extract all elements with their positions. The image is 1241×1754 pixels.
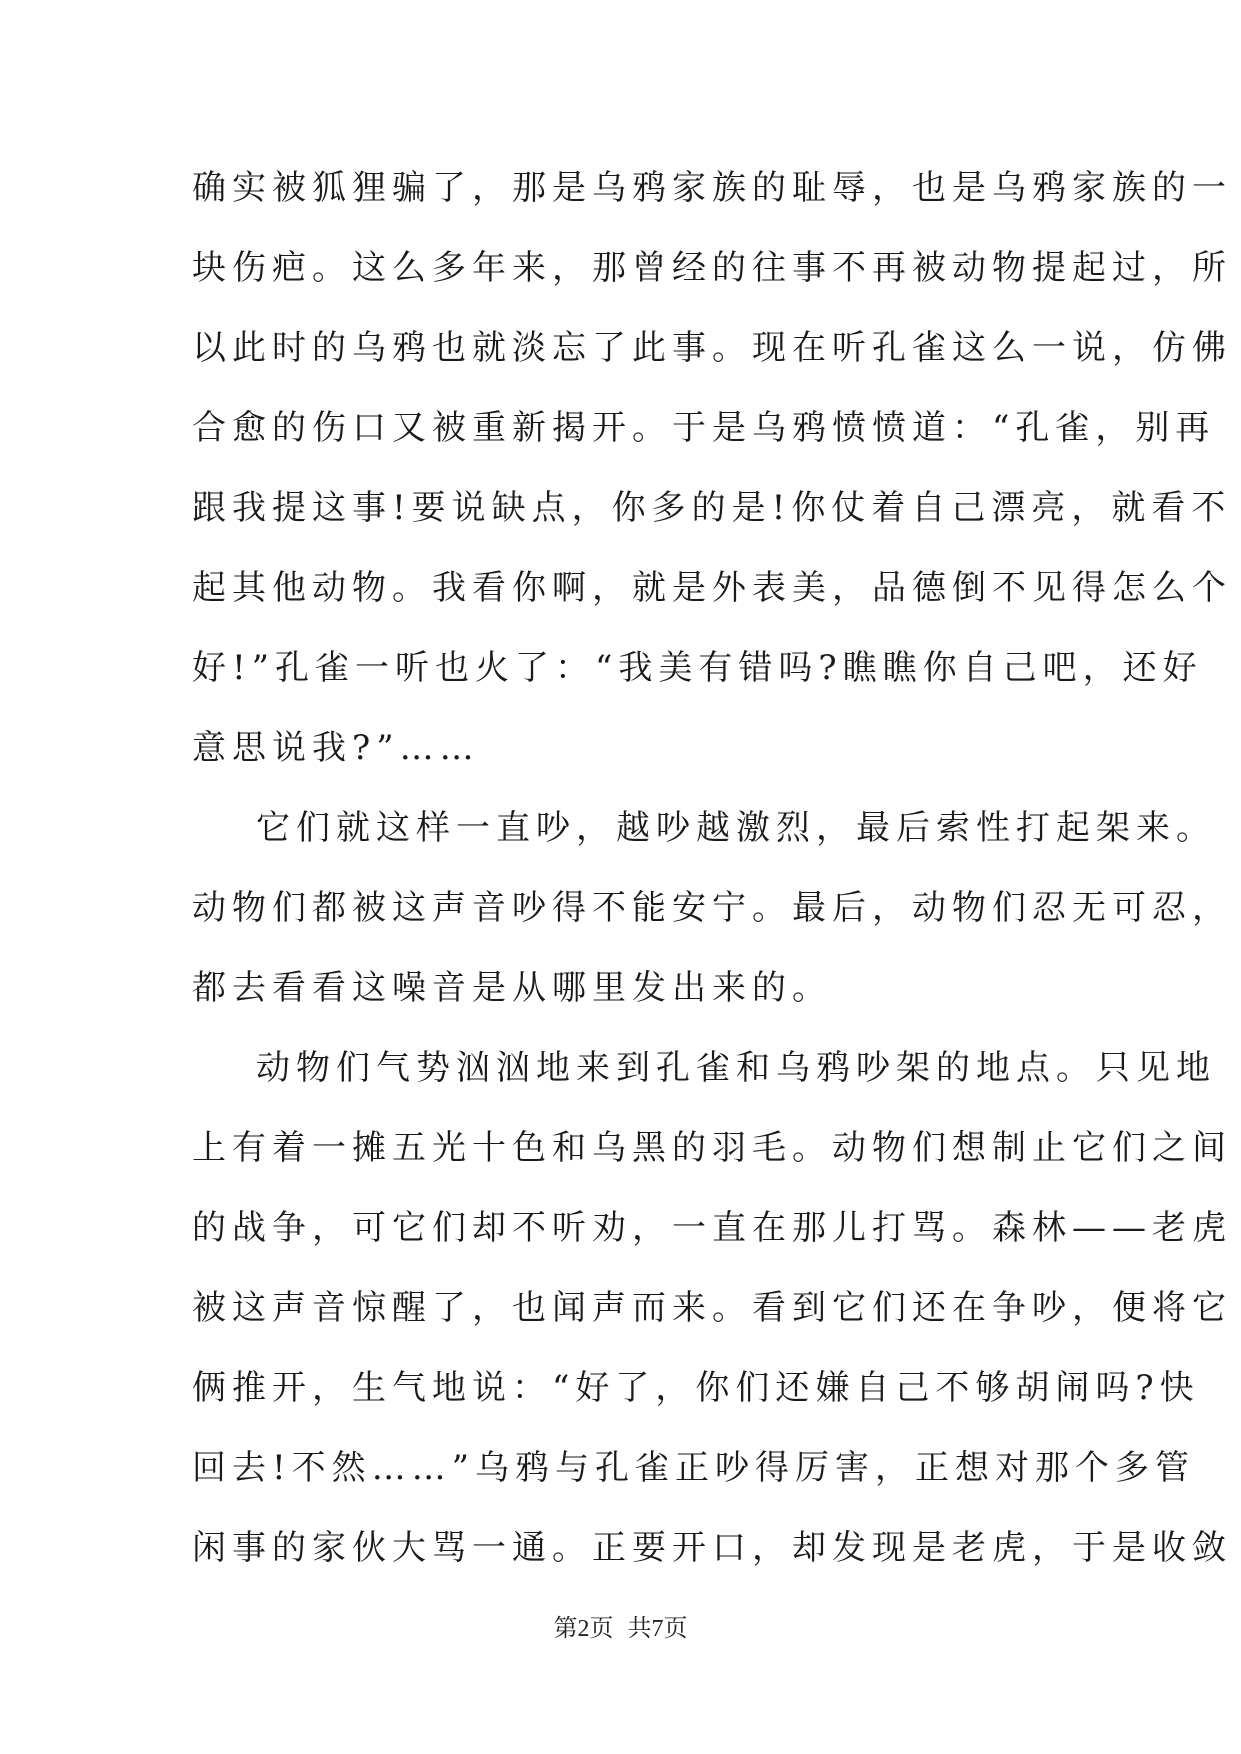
document-body [192,148,1232,1588]
page-number: 第2页 [553,1616,614,1642]
text-line: 好!”孔雀一听也火了：“我美有错吗?瞧瞧你自己吧，还好 [192,648,1203,688]
text-line: 动物们都被这声音吵得不能安宁。最后，动物们忍无可忍， [192,888,1232,928]
text-line: 合愈的伤口又被重新揭开。于是乌鸦愤愤道：“孔雀，别再 [192,408,1216,448]
text-line: 起其他动物。我看你啊，就是外表美，品德倒不见得怎么个 [192,568,1232,608]
text-line: 它们就这样一直吵，越吵越激烈，最后索性打起架来。 [256,808,1216,848]
text-line: 俩推开，生气地说：“好了，你们还嫌自己不够胡闹吗?快 [192,1368,1200,1408]
text-line: 上有着一摊五光十色和乌黑的羽毛。动物们想制止它们之间 [192,1128,1232,1168]
text-line: 确实被狐狸骗了，那是乌鸦家族的耻辱，也是乌鸦家族的一 [192,168,1232,208]
page-footer [0,1614,1241,1644]
paragraph [192,148,1232,788]
text-line: 都去看看这噪音是从哪里发出来的。 [192,968,832,1008]
text-line: 以此时的乌鸦也就淡忘了此事。现在听孔雀这么一说，仿佛 [192,328,1232,368]
text-line: 闲事的家伙大骂一通。正要开口，却发现是老虎，于是收敛 [192,1528,1232,1568]
text-line: 动物们气势汹汹地来到孔雀和乌鸦吵架的地点。只见地 [256,1048,1216,1088]
text-line: 回去!不然……”乌鸦与孔雀正吵得厉害，正想对那个多管 [192,1448,1196,1488]
text-line: 的战争，可它们却不听劝，一直在那儿打骂。森林——老虎 [192,1208,1232,1248]
paragraph [192,788,1232,1028]
paragraph [192,1028,1232,1588]
text-line: 跟我提这事!要说缺点，你多的是!你仗着自己漂亮，就看不 [192,488,1232,528]
text-line: 意思说我?”…… [192,728,480,768]
page-total: 共7页 [627,1616,688,1642]
text-line: 块伤疤。这么多年来，那曾经的往事不再被动物提起过，所 [192,248,1232,288]
text-line: 被这声音惊醒了，也闻声而来。看到它们还在争吵，便将它 [192,1288,1232,1328]
